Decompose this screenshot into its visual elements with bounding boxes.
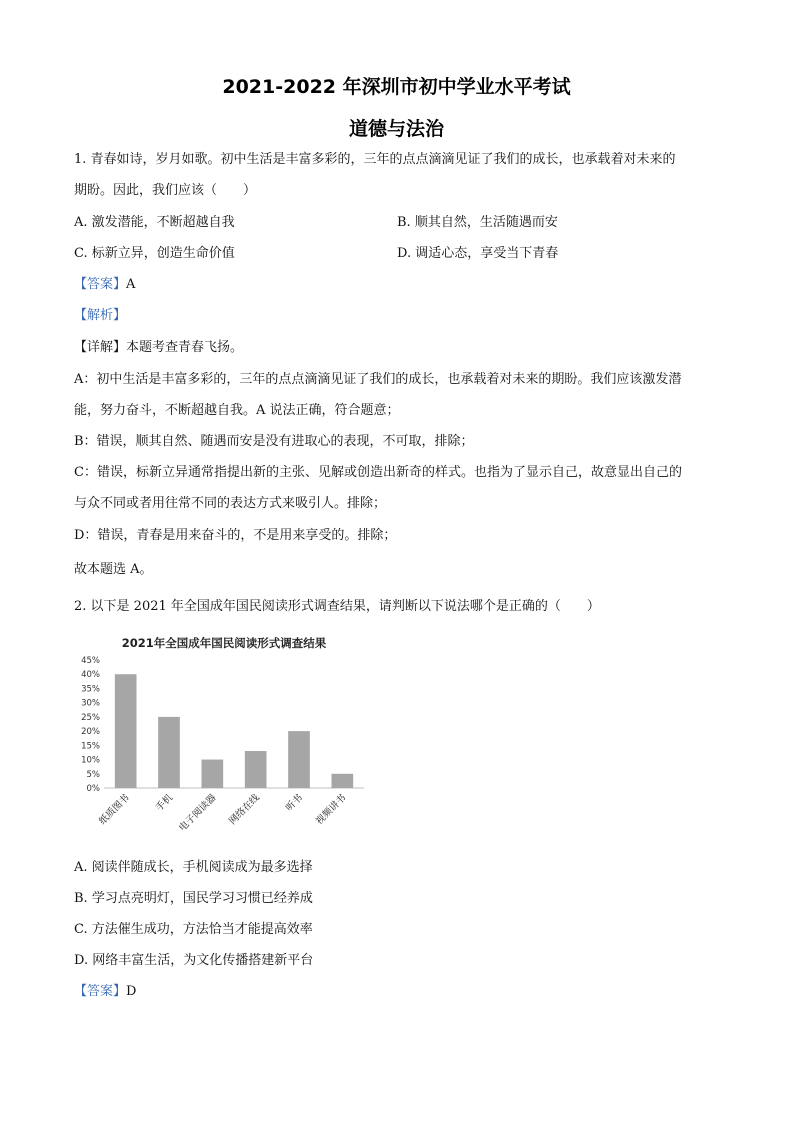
x-tick-label: 网络在线 xyxy=(227,792,262,828)
q1-option-d: D. 调适心态，享受当下青春 xyxy=(397,246,559,261)
page-title: 2021-2022 年深圳市初中学业水平考试 xyxy=(222,76,571,98)
q1-explain-d: D：错误，青春是用来奋斗的，不是用来享受的。排除； xyxy=(74,528,397,543)
q2-option-d: D. 网络丰富生活，为文化传播搭建新平台 xyxy=(74,953,314,968)
answer-tag: 【答案】 xyxy=(74,277,127,292)
q1-stem-line2: 期盼。因此，我们应该（ ） xyxy=(74,183,257,198)
q1-answer: A xyxy=(126,277,136,292)
q1-detail: 【详解】本题考查青春飞扬。 xyxy=(74,340,244,355)
x-tick-label: 纸质图书 xyxy=(97,792,132,828)
analysis-tag: 【解析】 xyxy=(74,308,127,323)
bar-2 xyxy=(202,760,224,788)
q1-option-b: B. 顺其自然，生活随遇而安 xyxy=(397,215,558,230)
q2-option-b: B. 学习点亮明灯，国民学习习惯已经养成 xyxy=(74,891,313,906)
x-tick-label: 视频讲书 xyxy=(313,792,349,828)
bar-5 xyxy=(332,774,354,788)
q2-stem: 2. 以下是 2021 年全国成年国民阅读形式调查结果，请判断以下说法哪个是正确的（ ） xyxy=(74,599,600,614)
y-tick-label: 30% xyxy=(81,698,100,709)
y-tick-label: 10% xyxy=(81,755,100,766)
chart-title: 2021年全国成年国民阅读形式调查结果 xyxy=(121,636,327,650)
q1-explain-c2: 与众不同或者用往常不同的表达方式来吸引人。排除； xyxy=(74,496,387,511)
q1-explain-c1: C：错误，标新立异通常指提出新的主张、见解或创造出新奇的样式。也指为了显示自己，故意显出自己的 xyxy=(74,465,682,480)
bar-0 xyxy=(115,674,137,788)
reading-form-bar-chart xyxy=(74,630,374,835)
x-tick-label: 手机 xyxy=(153,792,176,814)
y-tick-label: 25% xyxy=(81,712,100,723)
y-tick-label: 15% xyxy=(81,741,100,752)
q2-answer-line xyxy=(74,983,722,1001)
q2-option-a: A. 阅读伴随成长，手机阅读成为最多选择 xyxy=(74,860,313,875)
y-tick-label: 5% xyxy=(86,769,100,780)
q1-explain-b: B：错误，顺其自然、随遇而安是没有进取心的表现，不可取，排除； xyxy=(74,434,474,449)
q1-option-a: A. 激发潜能，不断超越自我 xyxy=(74,215,235,230)
bar-3 xyxy=(245,751,267,788)
q2-answer: D xyxy=(126,984,137,999)
chart-labels xyxy=(96,791,348,833)
q1-answer-line xyxy=(74,276,722,294)
q1-conclusion: 故本题选 A。 xyxy=(74,562,153,577)
y-tick-label: 45% xyxy=(81,656,100,666)
x-tick-label: 听书 xyxy=(283,792,306,814)
q1-option-c: C. 标新立异，创造生命价值 xyxy=(74,246,235,261)
bar-4 xyxy=(288,731,310,788)
y-tick-label: 0% xyxy=(86,784,100,794)
answer-tag: 【答案】 xyxy=(74,984,127,999)
chart-bars xyxy=(115,674,353,788)
y-tick-label: 35% xyxy=(81,684,100,695)
y-tick-label: 40% xyxy=(81,670,100,681)
bar-1 xyxy=(158,717,180,788)
y-tick-label: 20% xyxy=(81,727,100,738)
q1-stem-line1: 1. 青春如诗，岁月如歌。初中生活是丰富多彩的，三年的点点滴滴见证了我们的成长，也承载着对未来的 xyxy=(74,152,676,167)
page-subtitle: 道德与法治 xyxy=(348,118,444,140)
q1-explain-a2: 能，努力奋斗，不断超越自我。A 说法正确，符合题意； xyxy=(74,403,400,418)
q2-option-c: C. 方法催生成功，方法恰当才能提高效率 xyxy=(74,922,313,937)
x-tick-label: 电子阅读器 xyxy=(177,792,219,834)
q1-explain-a1: A：初中生活是丰富多彩的，三年的点点滴滴见证了我们的成长，也承载着对未来的期盼。我们应该激发潜 xyxy=(74,372,682,387)
